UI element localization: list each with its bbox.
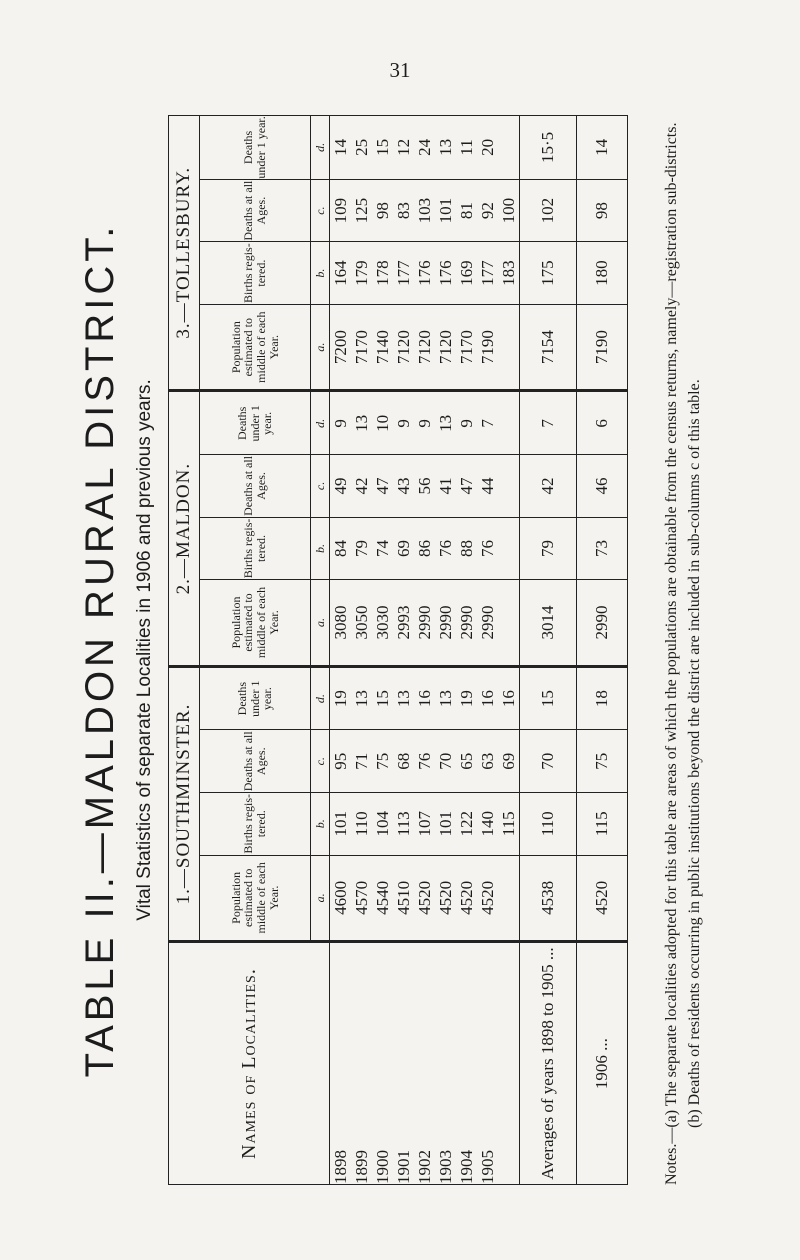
table-value: 76 [415,752,434,770]
unit-label: b. [311,242,330,305]
table-value: 115 [499,811,518,837]
col-deaths-all-ages: Deaths at all Ages. [200,730,311,793]
year-1906-value: 4520 [577,855,628,942]
table-value: 47 [373,477,392,495]
average-value: 7 [520,391,577,455]
names-of-localities-header: Names of Localities. [169,942,330,1185]
table-value: 4520 [457,880,476,915]
table-value: 13 [394,690,413,708]
average-value: 79 [520,517,577,580]
table-value: 76 [478,539,497,557]
table-value: 179 [352,260,371,286]
table-value: 63 [478,752,497,770]
year-1906-value: 73 [577,517,628,580]
table-value: 16 [415,690,434,708]
tollesbury-deaths [330,179,520,242]
col-population: Population estimated to middle of each Year. [200,580,311,667]
table-value: 7170 [352,330,371,365]
maldon-deaths [330,455,520,518]
table-value: 7 [478,419,497,428]
table-value: 101 [436,197,455,224]
table-value: 178 [373,260,392,286]
average-value: 4538 [520,855,577,942]
vital-statistics-table [168,115,628,1185]
year-1906-label: 1906 ... [577,942,628,1185]
table-value: 4540 [373,880,392,915]
col-births: Births regis-tered. [200,517,311,580]
unit-label: b. [311,793,330,856]
table-value: 7140 [373,330,392,365]
locality-header-southminster: 1.—SOUTHMINSTER. [169,666,200,941]
table-subtitle: Vital Statistics of separate Localities in 1906 and previous years. [134,379,155,921]
table-value: 24 [415,138,434,156]
southminster-births [330,793,520,856]
table-value: 92 [478,202,497,220]
table-value: 113 [394,811,413,837]
table-value: 103 [415,197,434,224]
tollesbury-infant-deaths [330,116,520,180]
table-value: 65 [457,752,476,770]
unit-label: c. [311,730,330,793]
table-value: 15 [373,690,392,708]
table-value: 4520 [478,880,497,915]
table-value: 176 [436,260,455,286]
table-value: 16 [478,690,497,708]
year-list [330,942,520,1185]
table-value: 41 [436,477,455,495]
table-value: 1902 [415,1150,434,1184]
table-value: 3030 [373,605,392,640]
table-value: 13 [436,690,455,708]
note-b: (b) Deaths of residents occurring in public institutions beyond the district are included in sub-columns c of this table. [686,379,703,1128]
year-1906-value: 46 [577,455,628,518]
unit-label: c. [311,455,330,518]
table-value: 110 [352,811,371,837]
table-value: 10 [373,414,392,432]
tollesbury-population [330,304,520,391]
col-population: Population estimated to middle of each Year. [200,855,311,942]
table-value: 19 [331,690,350,708]
table-value: 140 [478,811,497,837]
year-1906-value: 7190 [577,304,628,391]
col-deaths-under-1: Deaths under 1 year. [200,116,311,180]
table-value: 13 [352,690,371,708]
table-value: 71 [352,752,371,770]
unit-label: d. [311,666,330,730]
table-value: 11 [457,139,476,156]
table-value: 76 [436,539,455,557]
rotated-page [40,90,760,1210]
col-deaths-all-ages: Deaths at all Ages. [200,179,311,242]
table-value: 7120 [394,330,413,365]
table-value: 9 [415,419,434,428]
table-value: 47 [457,477,476,495]
average-value: 7154 [520,304,577,391]
table-value: 79 [352,539,371,557]
table-value: 42 [352,477,371,495]
table-value: 177 [394,260,413,286]
average-value: 3014 [520,580,577,667]
table-value: 9 [457,419,476,428]
locality-header-tollesbury: 3.—TOLLESBURY. [169,116,200,391]
table-value: 1898 [331,1150,350,1184]
table-value: 4520 [436,880,455,915]
year-1906-value: 6 [577,391,628,455]
table-value: 43 [394,477,413,495]
table-value: 68 [394,752,413,770]
averages-label: Averages of years 1898 to 1905 ... [520,942,577,1185]
table-value: 169 [457,260,476,286]
table-value: 176 [415,260,434,286]
table-value: 12 [394,138,413,156]
table-value: 81 [457,202,476,220]
table-value: 69 [394,539,413,557]
table-value: 2990 [415,605,434,640]
table-value: 4520 [415,880,434,915]
maldon-population [330,580,520,667]
table-value: 19 [457,690,476,708]
averages-row [520,116,577,1185]
year-1906-value: 98 [577,179,628,242]
table-value: 95 [331,752,350,770]
table-value: 1900 [373,1150,392,1184]
table-value: 4510 [394,880,413,915]
average-value: 70 [520,730,577,793]
average-value: 102 [520,179,577,242]
table-value: 3050 [352,605,371,640]
table-value: 3080 [331,605,350,640]
col-deaths-under-1: Deaths under 1 year. [200,666,311,730]
table-value: 7120 [436,330,455,365]
table-value: 7190 [478,330,497,365]
average-value: 175 [520,242,577,305]
table-value: 164 [331,260,350,286]
average-value: 15·5 [520,116,577,180]
col-births: Births regis-tered. [200,242,311,305]
note-a: Notes.—(a) The separate localities adopted for this table are areas of which the populations are obtainable from the census returns, namely—registration sub-districts. [663,122,680,1185]
table-value: 104 [373,811,392,837]
southminster-infant-deaths [330,666,520,730]
unit-label: a. [311,304,330,391]
year-1906-value: 2990 [577,580,628,667]
table-value: 83 [394,202,413,220]
average-value: 15 [520,666,577,730]
table-title: TABLE II.—MALDON RURAL DISTRICT. [78,222,122,1078]
table-notes [660,115,706,1185]
table-value: 101 [331,811,350,837]
year-1906-value: 115 [577,793,628,856]
table-value: 86 [415,539,434,557]
table-value: 1901 [394,1150,413,1184]
table-value: 1903 [436,1150,455,1184]
year-1906-row [577,116,628,1185]
maldon-infant-deaths [330,391,520,455]
table-value: 9 [331,419,350,428]
table-value: 109 [331,197,350,224]
table-value: 2993 [394,605,413,640]
table-value: 13 [352,414,371,432]
southminster-deaths [330,730,520,793]
unit-label: b. [311,517,330,580]
table-value: 1904 [457,1150,476,1184]
unit-label: d. [311,391,330,455]
table-value: 9 [394,419,413,428]
table-value: 7200 [331,330,350,365]
average-value: 42 [520,455,577,518]
locality-header-maldon: 2.—MALDON. [169,391,200,666]
table-value: 2990 [436,605,455,640]
table-value: 100 [499,197,518,224]
table-value: 107 [415,811,434,837]
unit-label: a. [311,580,330,667]
year-1906-value: 18 [577,666,628,730]
table-value: 177 [478,260,497,286]
table-value: 16 [499,690,518,708]
table-value: 7120 [415,330,434,365]
table-value: 69 [499,752,518,770]
table-value: 56 [415,477,434,495]
yearly-data-row [330,116,520,1185]
table-value: 2990 [478,605,497,640]
table-value: 25 [352,138,371,156]
table-value: 7170 [457,330,476,365]
table-value: 4570 [352,880,371,915]
table-value: 15 [373,138,392,156]
table-value: 122 [457,811,476,837]
table-value: 13 [436,414,455,432]
table-value: 14 [331,138,350,156]
tollesbury-births [330,242,520,305]
unit-label: a. [311,855,330,942]
maldon-births [330,517,520,580]
col-deaths-all-ages: Deaths at all Ages. [200,455,311,518]
unit-label: c. [311,179,330,242]
year-1906-value: 75 [577,730,628,793]
table-value: 4600 [331,880,350,915]
table-value: 101 [436,811,455,837]
col-births: Births regis-tered. [200,793,311,856]
year-1906-value: 14 [577,116,628,180]
col-population: Population estimated to middle of each Year. [200,304,311,391]
table-value: 1899 [352,1150,371,1184]
table-value: 20 [478,138,497,156]
page-number: 31 [389,58,411,82]
table-value: 44 [478,477,497,495]
table-value: 70 [436,752,455,770]
col-deaths-under-1: Deaths under 1 year. [200,391,311,455]
table-value: 2990 [457,605,476,640]
unit-label: d. [311,116,330,180]
average-value: 110 [520,793,577,856]
table-value: 13 [436,138,455,156]
table-value: 49 [331,477,350,495]
table-value: 1905 [478,1150,497,1184]
table-value: 75 [373,752,392,770]
table-value: 125 [352,197,371,224]
southminster-population [330,855,520,942]
table-value: 88 [457,539,476,557]
table-value: 74 [373,539,392,557]
year-1906-value: 180 [577,242,628,305]
table-value: 183 [499,260,518,286]
table-value: 98 [373,202,392,220]
table-value: 84 [331,539,350,557]
